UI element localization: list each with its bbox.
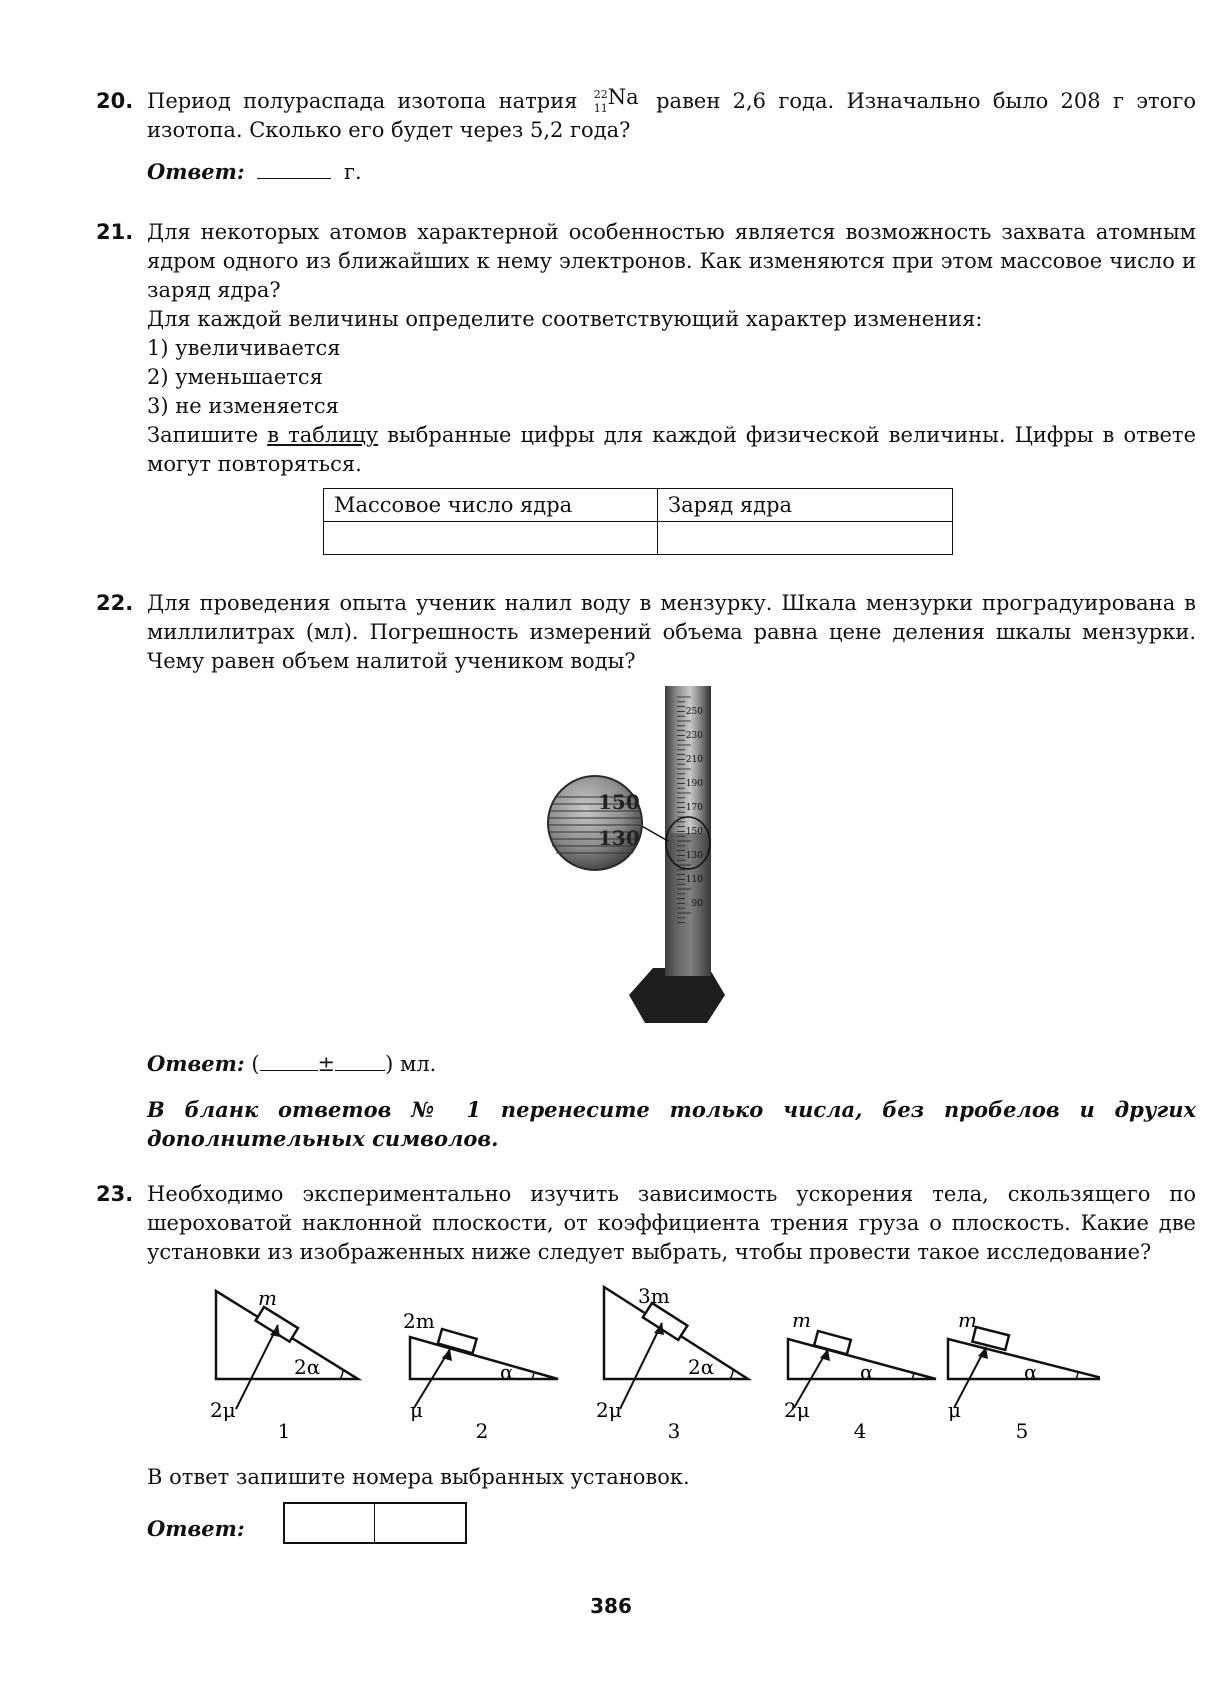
setup-number: 3 <box>667 1419 681 1443</box>
scale-label: 170 <box>685 803 703 813</box>
task-question: Необходимо экспериментально изучить зависимость ускорения тела, скользящего по шероховатой наклонной плоскости, от коэффициента трения груза о плоскость. Какие две установки из изображенных ниже следует выбрать, чтобы провести такое исследование? <box>147 1182 1196 1264</box>
angle-label: α <box>500 1360 514 1384</box>
friction-label: μ <box>948 1398 961 1422</box>
setup-number: 5 <box>1015 1419 1029 1443</box>
scale-label: 190 <box>685 779 703 789</box>
zoom-label-130: 130 <box>598 826 640 850</box>
option-2: 2) уменьшается <box>147 365 323 389</box>
friction-label: 2μ <box>210 1398 236 1422</box>
mass-label: m <box>792 1308 811 1332</box>
setup-number: 1 <box>277 1419 291 1443</box>
answer-value-blank[interactable] <box>260 1050 318 1071</box>
option-3: 3) не изменяется <box>147 394 339 418</box>
friction-label: 2μ <box>784 1398 810 1422</box>
friction-arrow <box>620 1323 662 1409</box>
task-23-instruction <box>96 1463 1196 1544</box>
scale-label: 130 <box>685 851 703 861</box>
answer-box <box>283 1502 467 1544</box>
answer-blank[interactable] <box>257 158 331 179</box>
table-link: в таблицу <box>267 423 379 447</box>
scale-label: 110 <box>685 875 703 885</box>
scale-label: 150 <box>685 827 703 837</box>
task-number: 23. <box>96 1182 134 1206</box>
transfer-note: В бланк ответов № 1 перенесите только числа, без пробелов и других дополнительных символов. <box>147 1097 1196 1151</box>
isotope-charge: 11 <box>593 102 608 115</box>
answer-table <box>323 488 953 555</box>
angle-label: α <box>860 1360 874 1384</box>
task-23 <box>96 1180 1196 1267</box>
friction-label: 2μ <box>596 1398 622 1422</box>
zoom-label-150: 150 <box>598 790 640 814</box>
friction-arrow <box>236 1325 278 1409</box>
setup-2 <box>403 1309 558 1443</box>
inclined-plane-setups <box>200 1283 1100 1443</box>
answer-error-blank[interactable] <box>335 1050 385 1071</box>
cylinder-base <box>629 968 725 1023</box>
angle-label: 2α <box>688 1355 715 1379</box>
task-21 <box>96 218 1196 479</box>
setup-1 <box>210 1286 358 1443</box>
page-number: 386 <box>590 1594 632 1618</box>
task-20 <box>96 87 1196 187</box>
scale-label: 210 <box>685 755 703 765</box>
task-instruction: Для каждой величины определите соответствующий характер изменения: <box>147 307 983 331</box>
block <box>643 1303 688 1340</box>
answer-line: Ответ: ( ± ) мл. <box>147 1051 437 1076</box>
setup-3 <box>596 1284 748 1443</box>
task-22 <box>96 589 1196 676</box>
answer-cell-mass[interactable] <box>324 522 658 555</box>
mass-label: m <box>958 1308 977 1332</box>
answer-line: Ответ: <box>147 1516 245 1541</box>
angle-label: 2α <box>294 1355 321 1379</box>
task-question: Для проведения опыта ученик налил воду в мензурку. Шкала мензурки проградуирована в миллилитрах (мл). Погрешность измерений объема равна цене деления шкалы мензурки. Чему равен объем налитой учеником воды? <box>147 591 1196 673</box>
block <box>814 1331 851 1354</box>
incline-triangle <box>410 1337 558 1379</box>
setup-4 <box>784 1308 936 1443</box>
answer-cell-2[interactable] <box>375 1504 465 1542</box>
scale-label: 230 <box>685 731 703 741</box>
setup-number: 4 <box>853 1419 867 1443</box>
setup-number: 2 <box>475 1419 489 1443</box>
task-22-answer <box>96 1049 1196 1153</box>
task-question: Для некоторых атомов характерной особенностью является возможность захвата атомным ядром одного из ближайших к нему электронов. Как изменяются при этом массовое число и заряд ядра? <box>147 220 1196 302</box>
task-number: 21. <box>96 220 134 244</box>
task-number: 22. <box>96 591 134 615</box>
scale-label: 90 <box>691 899 703 909</box>
isotope-mass: 22 <box>593 88 608 101</box>
task-text: Период полураспада изотопа натрия 22 11 Na равен 2,6 года. Изначально было 208 г этого изотопа. Сколько его будет через 5,2 года? <box>147 87 1196 145</box>
angle-arc <box>730 1369 733 1379</box>
mass-label: 2m <box>403 1309 435 1333</box>
answer-instruction: В ответ запишите номера выбранных установок. <box>147 1465 690 1489</box>
graduated-cylinder-illustration <box>535 683 775 1038</box>
isotope-symbol: Na <box>607 85 639 109</box>
block <box>256 1307 298 1342</box>
setup-5 <box>948 1308 1100 1443</box>
mass-label: m <box>258 1286 277 1310</box>
write-instruction: Запишите в таблицу выбранные цифры для каждой физической величины. Цифры в ответе могут повторяться. <box>147 423 1197 476</box>
angle-arc <box>340 1369 343 1379</box>
angle-label: α <box>1024 1360 1038 1384</box>
isotope-notation <box>593 85 640 115</box>
scale-label: 250 <box>685 707 703 717</box>
table-header-charge: Заряд ядра <box>658 489 953 522</box>
answer-cell-1[interactable] <box>285 1504 375 1542</box>
answer-line: Ответ: г. <box>147 159 362 184</box>
task-number: 20. <box>96 89 134 113</box>
scale-labels <box>686 707 703 909</box>
answer-cell-charge[interactable] <box>658 522 953 555</box>
block <box>438 1329 477 1353</box>
table-header-mass: Массовое число ядра <box>324 489 658 522</box>
friction-label: μ <box>410 1398 423 1422</box>
option-1: 1) увеличивается <box>147 336 341 360</box>
mass-label: 3m <box>638 1284 670 1308</box>
